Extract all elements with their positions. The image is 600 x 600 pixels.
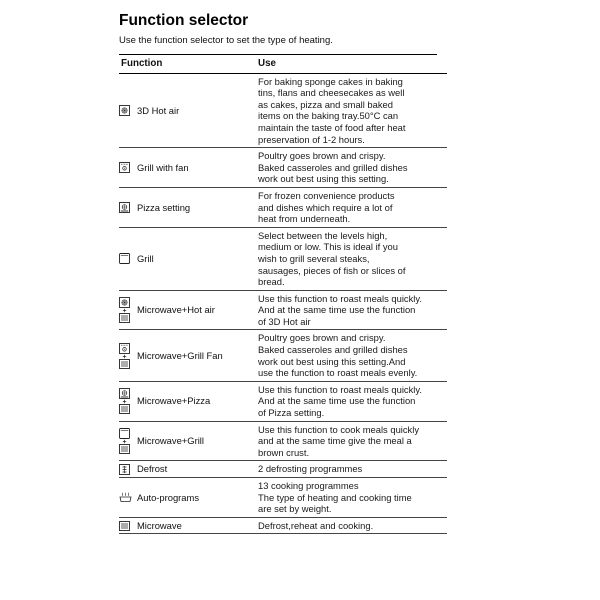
function-table: [119, 56, 447, 534]
table-row: [119, 330, 447, 381]
function-icon-group: [119, 492, 133, 503]
table-header-row: [119, 56, 447, 73]
use-text-line: Baked casseroles and grilled dishes: [258, 344, 408, 356]
table-row: [119, 227, 447, 290]
use-text-line: and dishes which require a lot of: [258, 201, 393, 213]
function-icon-group: [119, 428, 133, 454]
use-text-line: wish to grill several steaks,: [258, 252, 370, 264]
use-text-line: of 3D Hot air: [258, 315, 311, 327]
table-row: [119, 421, 447, 461]
grill-fan-icon: [119, 162, 130, 173]
table-row: [119, 461, 447, 478]
use-text-line: of Pizza setting.: [258, 407, 325, 419]
use-cell: [253, 227, 447, 290]
function-icon-group: [119, 162, 133, 173]
top-rule: [119, 54, 437, 55]
use-text-line: Baked casseroles and grilled dishes: [258, 161, 408, 173]
use-cell: [253, 187, 447, 227]
function-cell: [119, 517, 253, 534]
grill-icon: [119, 253, 130, 264]
use-cell: [253, 517, 447, 534]
use-text-line: Use this function to roast meals quickly.: [258, 292, 422, 304]
use-text-line: work out best using this setting.And: [258, 355, 406, 367]
use-text-line: 13 cooking programmes: [258, 480, 359, 491]
function-name: Grill: [137, 252, 154, 264]
table-row: [119, 478, 447, 518]
function-cell: [119, 290, 253, 330]
function-cell: [119, 421, 253, 461]
function-icon-group: [119, 343, 133, 369]
function-name: Pizza setting: [137, 201, 191, 213]
function-cell: [119, 227, 253, 290]
function-cell: [119, 381, 253, 421]
use-text-line: Defrost,reheat and cooking.: [258, 519, 374, 531]
function-icon-group: [119, 388, 133, 414]
use-cell: [253, 73, 447, 148]
hot-air-icon: [119, 297, 130, 308]
use-text-line: as cakes, pizza and small baked: [258, 98, 393, 110]
auto-programs-icon: [119, 492, 133, 503]
use-cell: [253, 478, 447, 518]
use-text-line: maintain the taste of food after heat: [258, 121, 406, 133]
function-name: Microwave: [137, 519, 182, 531]
use-text-line: For baking sponge cakes in baking: [258, 75, 403, 87]
table-body: [119, 73, 447, 534]
table-row: [119, 73, 447, 148]
function-icon-group: [119, 521, 133, 531]
function-cell: [119, 73, 253, 148]
use-cell: [253, 461, 447, 478]
column-header-use: Use: [253, 56, 447, 73]
microwave-icon: [119, 404, 130, 414]
function-icon-group: [119, 464, 133, 475]
function-name: Defrost: [137, 463, 168, 475]
use-text-line: For frozen convenience products: [258, 189, 395, 201]
function-icon-group: [119, 297, 133, 323]
use-text-line: and at the same time give the meal a: [258, 435, 412, 447]
function-name: Auto-programs: [137, 491, 200, 503]
function-cell: [119, 148, 253, 188]
use-cell: [253, 381, 447, 421]
function-name: Microwave+Pizza: [137, 395, 211, 407]
use-text-line: Use this function to roast meals quickly.: [258, 383, 422, 395]
defrost-icon: [119, 464, 130, 475]
use-text-line: 2 defrosting programmes: [258, 463, 363, 475]
table-row: [119, 148, 447, 188]
column-header-function: Function: [119, 56, 253, 73]
use-text-line: The type of heating and cooking time: [258, 491, 412, 503]
use-text-line: heat from underneath.: [258, 213, 351, 225]
pizza-setting-icon: [119, 388, 130, 399]
function-name: Microwave+Grill Fan: [137, 349, 223, 361]
use-text-line: And at the same time use the function: [258, 304, 416, 316]
microwave-icon: [119, 521, 130, 531]
function-name: Microwave+Hot air: [137, 304, 215, 316]
microwave-icon: [119, 444, 130, 454]
use-text-line: use the function to roast meals evenly.: [258, 367, 418, 379]
use-cell: [253, 290, 447, 330]
page-title: Function selector: [119, 12, 249, 29]
function-icon-group: [119, 202, 133, 213]
table-row: [119, 381, 447, 421]
use-text-line: sausages, pieces of fish or slices of: [258, 264, 406, 276]
page-subtitle: Use the function selector to set the type of heating.: [119, 35, 333, 46]
function-icon-group: [119, 105, 133, 116]
function-cell: [119, 461, 253, 478]
grill-fan-icon: [119, 343, 130, 354]
use-text-line: Poultry goes brown and crispy.: [258, 332, 386, 344]
use-text-line: Poultry goes brown and crispy.: [258, 150, 386, 162]
microwave-icon: [119, 359, 130, 369]
table-row: [119, 517, 447, 534]
hot-air-icon: [119, 105, 130, 116]
use-text-line: medium or low. This is ideal if you: [258, 241, 398, 253]
use-text-line: And at the same time use the function: [258, 395, 416, 407]
use-text-line: tins, flans and cheesecakes as well: [258, 87, 405, 99]
use-text-line: items on the baking tray.50°C can: [258, 110, 399, 122]
function-name: Grill with fan: [137, 161, 189, 173]
use-text-line: brown crust.: [258, 446, 310, 458]
grill-icon: [119, 428, 130, 439]
use-text-line: are set by weight.: [258, 503, 332, 515]
use-cell: [253, 330, 447, 381]
use-cell: [253, 148, 447, 188]
use-text-line: Select between the levels high,: [258, 229, 388, 241]
function-cell: [119, 187, 253, 227]
function-icon-group: [119, 253, 133, 264]
microwave-icon: [119, 313, 130, 323]
use-text-line: bread.: [258, 276, 285, 288]
use-text-line: Use this function to cook meals quickly: [258, 423, 420, 435]
pizza-setting-icon: [119, 202, 130, 213]
function-name: 3D Hot air: [137, 104, 180, 116]
function-cell: [119, 478, 253, 518]
use-text-line: work out best using this setting.: [258, 173, 389, 185]
table-row: [119, 290, 447, 330]
table-row: [119, 187, 447, 227]
function-cell: [119, 330, 253, 381]
use-text-line: preservation of 1-2 hours.: [258, 133, 365, 145]
function-name: Microwave+Grill: [137, 435, 204, 447]
use-cell: [253, 421, 447, 461]
